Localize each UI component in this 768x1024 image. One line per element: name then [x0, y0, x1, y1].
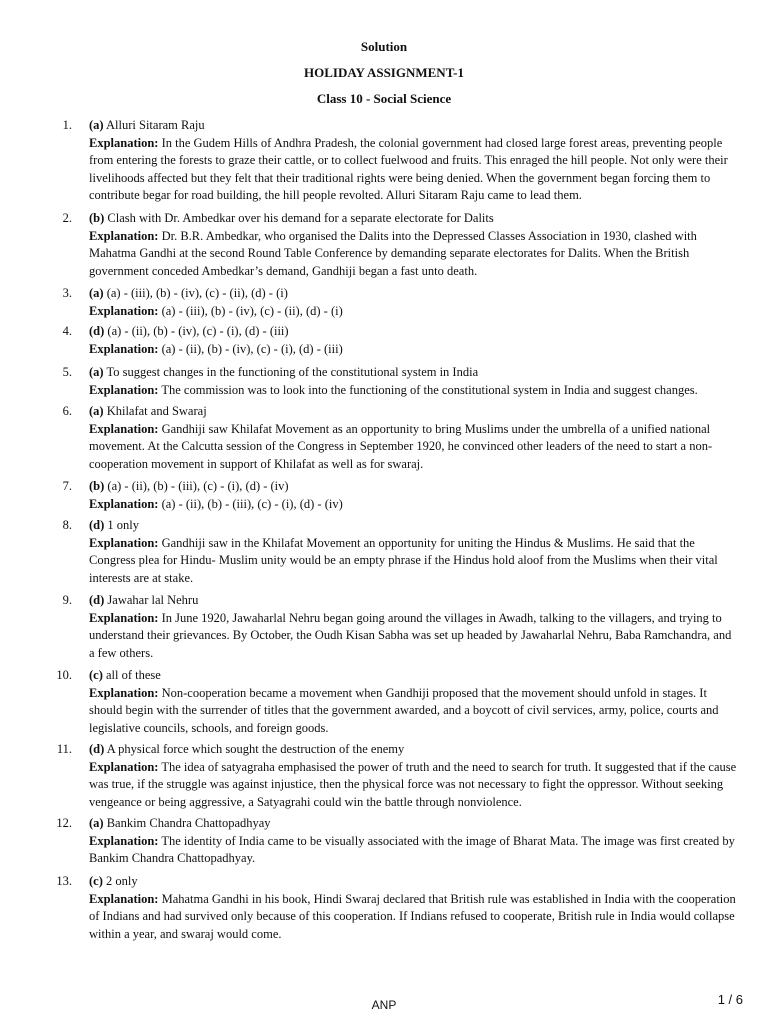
answer-text: Bankim Chandra Chattopadhyay: [106, 816, 271, 830]
explanation-text: (a) - (iii), (b) - (iv), (c) - (ii), (d) - (i): [161, 303, 343, 318]
explanation: [89, 891, 739, 944]
explanation-text: Gandhiji saw in the Khilafat Movement an opportunity for uniting the Hindus & Muslims. He said that the Congress plea for Hindu- Muslim unity would be an empty phrase if the Hindus hold aloof from the Muslims when their vital interests are at stake.: [89, 535, 718, 585]
page-number: 1 / 6: [717, 992, 743, 1007]
question-body: [89, 592, 739, 662]
answer-text: A physical force which sought the destruction of the enemy: [106, 742, 405, 756]
explanation-label: Explanation:: [89, 421, 159, 436]
question-number: 1.: [62, 118, 72, 132]
question-number: 10.: [56, 668, 72, 682]
explanation-text: Gandhiji saw Khilafat Movement as an opportunity to bring Muslims under the umbrella of a unified national movement. At the Calcutta session of the Congress in September 1920, he convinced other leaders of the need to start a non-cooperation movement in support of Khilafat as well as for swaraj.: [89, 421, 713, 471]
question-body: [89, 364, 739, 399]
explanation-text: Non-cooperation became a movement when Gandhiji proposed that the movement should unfold in stages. It should begin with the surrender of titles that the government awarded, and a boycott of civil services, army, police, courts and legislative councils, schools, and foreign goods.: [89, 685, 719, 735]
answer-option: (d): [89, 593, 105, 607]
explanation-text: (a) - (ii), (b) - (iv), (c) - (i), (d) - (iii): [161, 341, 343, 356]
assignment-title: HOLIDAY ASSIGNMENT-1: [303, 65, 465, 80]
explanation-label: Explanation:: [89, 610, 159, 625]
question-body: [89, 285, 739, 320]
question-body: [89, 815, 739, 868]
question-body: [89, 741, 739, 811]
answer-text: 2 only: [106, 874, 138, 888]
answer-option: (a): [89, 365, 104, 379]
answer-line: [89, 364, 739, 382]
explanation-label: Explanation:: [89, 685, 159, 700]
question-number: 2.: [62, 211, 72, 225]
page-title: Solution: [360, 39, 408, 54]
answer-line: [89, 403, 739, 421]
explanation: [89, 610, 739, 663]
explanation-label: Explanation:: [89, 759, 159, 774]
explanation-text: In June 1920, Jawaharlal Nehru began going around the villages in Awadh, talking to the villagers, and trying to understand their grievances. By October, the Oudh Kisan Sabha was set up headed by Jawaharlal Nehru, Baba Ramchandra, and a few others.: [89, 610, 732, 660]
answer-line: [89, 873, 739, 891]
explanation: [89, 685, 739, 738]
answer-option: (d): [89, 324, 105, 338]
answer-line: [89, 210, 739, 228]
answer-text: Clash with Dr. Ambedkar over his demand for a separate electorate for Dalits: [107, 211, 494, 225]
answer-line: [89, 741, 739, 759]
answer-option: (d): [89, 742, 105, 756]
explanation-text: The idea of satyagraha emphasised the power of truth and the need to search for truth. It suggested that if the cause was true, if the struggle was against injustice, then the physical force was not necessary to fight the oppressor. Without seeking vengeance or being aggressive, a Satyagrahi could win the battle through nonviolence.: [89, 759, 737, 809]
footer-label: ANP: [371, 998, 397, 1012]
answer-option: (b): [89, 479, 105, 493]
explanation-text: In the Gudem Hills of Andhra Pradesh, the colonial government had closed large forest areas, preventing people from entering the forests to graze their cattle, or to collect fuelwood and fruits. This enraged the hill people. Not only were their livelihoods affected but they felt that their traditional rights were being denied. When the government began forcing them to contribute begar for road building, the hill people revolted. Alluri Sitaram Raju came to lead them.: [89, 135, 728, 202]
answer-text: (a) - (ii), (b) - (iv), (c) - (i), (d) - (iii): [107, 324, 289, 338]
explanation-text: Dr. B.R. Ambedkar, who organised the Dalits into the Depressed Classes Association in 1930, clashed with Mahatma Gandhi at the second Round Table Conference by demanding separate electorates for Dalits. When the British government conceded Ambedkar’s demand, Gandhiji began a fast unto death.: [89, 228, 697, 278]
explanation: [89, 382, 739, 400]
answer-line: [89, 667, 739, 685]
question-body: [89, 403, 739, 473]
explanation: [89, 303, 739, 321]
question-body: [89, 117, 739, 205]
answer-option: (a): [89, 286, 104, 300]
answer-line: [89, 117, 739, 135]
explanation-label: Explanation:: [89, 228, 159, 243]
answer-line: [89, 478, 739, 496]
answer-option: (a): [89, 404, 104, 418]
question-number: 9.: [62, 593, 72, 607]
answer-text: To suggest changes in the functioning of the constitutional system in India: [106, 365, 479, 379]
question-number: 7.: [62, 479, 72, 493]
answer-text: all of these: [106, 668, 161, 682]
answer-text: Alluri Sitaram Raju: [106, 118, 205, 132]
question-number: 3.: [62, 286, 72, 300]
answer-option: (c): [89, 874, 103, 888]
explanation-text: (a) - (ii), (b) - (iii), (c) - (i), (d) - (iv): [161, 496, 343, 511]
answer-line: [89, 517, 739, 535]
explanation: [89, 341, 739, 359]
question-number: 5.: [62, 365, 72, 379]
question-number: 6.: [62, 404, 72, 418]
explanation-label: Explanation:: [89, 382, 159, 397]
answer-option: (a): [89, 118, 104, 132]
explanation: [89, 496, 739, 514]
explanation: [89, 535, 739, 588]
explanation-label: Explanation:: [89, 496, 159, 511]
answer-text: Khilafat and Swaraj: [106, 404, 207, 418]
answer-line: [89, 592, 739, 610]
answer-text: Jawahar lal Nehru: [107, 593, 199, 607]
question-number: 11.: [56, 742, 72, 756]
explanation-label: Explanation:: [89, 891, 159, 906]
explanation-label: Explanation:: [89, 341, 159, 356]
explanation: [89, 759, 739, 812]
explanation-label: Explanation:: [89, 535, 159, 550]
answer-option: (c): [89, 668, 103, 682]
question-number: 12.: [56, 816, 72, 830]
question-number: 4.: [62, 324, 72, 338]
answer-text: 1 only: [107, 518, 140, 532]
question-body: [89, 323, 739, 358]
question-number: 8.: [62, 518, 72, 532]
explanation-text: The identity of India came to be visually associated with the image of Bharat Mata. The image was first created by Bankim Chandra Chattopadhyay.: [89, 833, 735, 865]
question-body: [89, 667, 739, 737]
answer-option: (a): [89, 816, 104, 830]
answer-option: (b): [89, 211, 105, 225]
question-body: [89, 210, 739, 280]
question-body: [89, 478, 739, 513]
explanation-text: The commission was to look into the functioning of the constitutional system in India and suggest changes.: [161, 382, 698, 397]
answer-line: [89, 815, 739, 833]
explanation: [89, 833, 739, 868]
class-subtitle: Class 10 - Social Science: [316, 91, 452, 106]
explanation-text: Mahatma Gandhi in his book, Hindi Swaraj declared that British rule was established in India with the cooperation of Indians and had survived only because of this cooperation. If Indians refused to cooperate, British rule in India would collapse within a year, and swaraj would come.: [89, 891, 736, 941]
answer-line: [89, 285, 739, 303]
explanation: [89, 228, 739, 281]
explanation: [89, 421, 739, 474]
question-body: [89, 873, 739, 943]
explanation-label: Explanation:: [89, 833, 159, 848]
explanation: [89, 135, 739, 205]
answer-option: (d): [89, 518, 105, 532]
answer-text: (a) - (iii), (b) - (iv), (c) - (ii), (d) - (i): [106, 286, 288, 300]
answer-text: (a) - (ii), (b) - (iii), (c) - (i), (d) - (iv): [107, 479, 289, 493]
question-number: 13.: [56, 874, 72, 888]
question-body: [89, 517, 739, 587]
explanation-label: Explanation:: [89, 303, 159, 318]
answer-line: [89, 323, 739, 341]
explanation-label: Explanation:: [89, 135, 159, 150]
